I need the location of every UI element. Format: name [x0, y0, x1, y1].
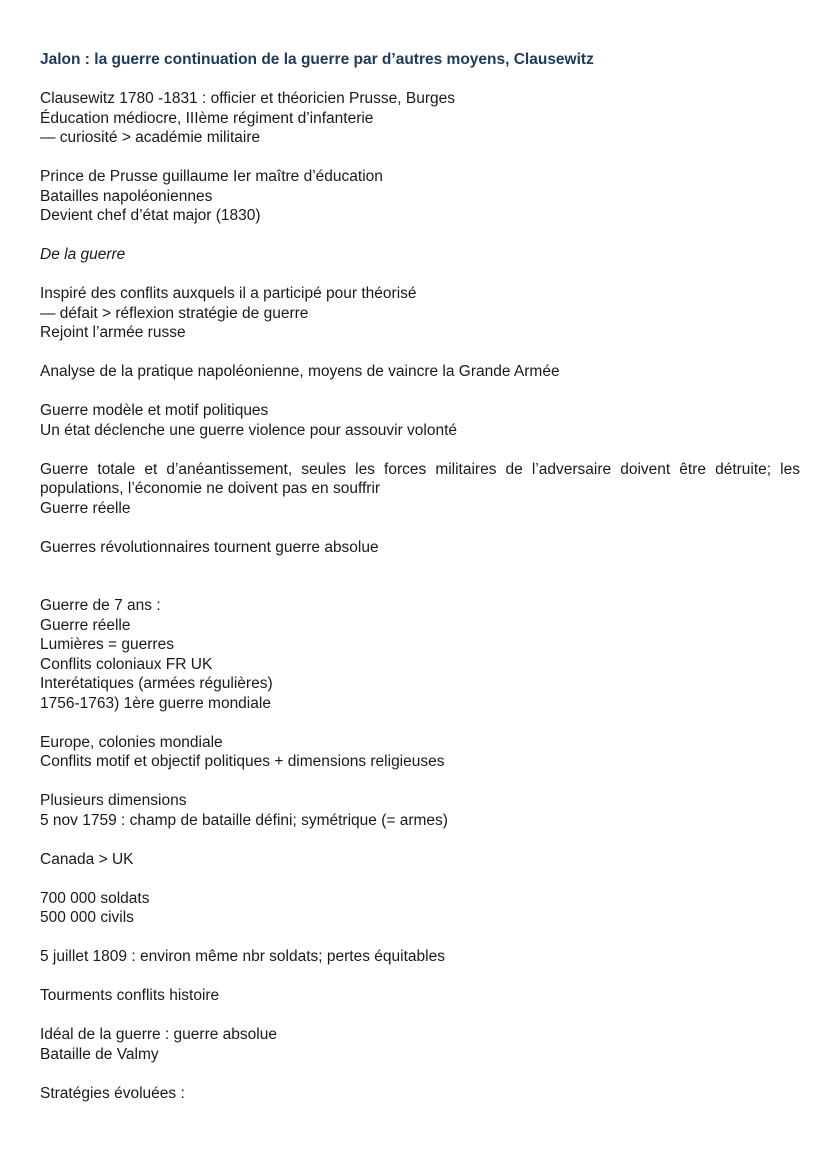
- text-line: Plusieurs dimensions: [40, 792, 187, 809]
- text-line: Guerre de 7 ans :: [40, 597, 161, 614]
- text-line: Stratégies évoluées :: [40, 1084, 185, 1102]
- text-line: Un état déclenche une guerre violence pour assouvir volonté: [40, 421, 458, 439]
- text-line: 1756-1763) 1ère guerre mondiale: [40, 694, 271, 712]
- block-1809: [40, 947, 800, 967]
- block-casualties: [40, 889, 800, 928]
- block-biography: [40, 89, 800, 148]
- block-book-title: [40, 245, 800, 265]
- text-line: Tourments conflits histoire: [40, 987, 220, 1004]
- text-line: Clausewitz 1780 -1831 : officier et théoricien Prusse, Burges: [40, 90, 455, 107]
- text-line: Conflits coloniaux FR UK: [40, 655, 213, 673]
- text-line: Batailles napoléoniennes: [40, 187, 213, 205]
- block-ideal-war: [40, 1025, 800, 1064]
- text-line: — défait > réflexion stratégie de guerre: [40, 304, 309, 322]
- text-line: Idéal de la guerre : guerre absolue: [40, 1026, 277, 1043]
- block-total-war: [40, 460, 805, 519]
- text-line: 5 nov 1759 : champ de bataille défini; symétrique (= armes): [40, 811, 448, 829]
- text-line: Guerres révolutionnaires tournent guerre absolue: [40, 538, 379, 556]
- text-line: Europe, colonies mondiale: [40, 733, 223, 751]
- text-line: Éducation médiocre, IIIème régiment d’infanterie: [40, 109, 374, 127]
- text-line: Rejoint l’armée russe: [40, 324, 186, 341]
- block-war-model: [40, 401, 800, 440]
- text-line: Inspiré des conflits auxquels il a participé pour théorisé: [40, 285, 417, 302]
- text-line: Analyse de la pratique napoléonienne, moyens de vaincre la Grande Armée: [40, 363, 560, 380]
- text-line: Prince de Prusse guillaume Ier maître d’éducation: [40, 168, 383, 185]
- block-torments: [40, 986, 800, 1006]
- block-canada: [40, 850, 800, 870]
- text-line: 500 000 civils: [40, 909, 134, 926]
- block-inspiration: [40, 284, 800, 343]
- text-line: 5 juillet 1809 : environ même nbr soldats; pertes équitables: [40, 948, 445, 965]
- text-line: Guerre modèle et motif politiques: [40, 402, 269, 419]
- text-line: Conflits motif et objectif politiques + dimensions religieuses: [40, 753, 445, 770]
- text-line: Interétatiques (armées régulières): [40, 675, 273, 692]
- block-dimensions: [40, 791, 800, 830]
- document-page: [40, 50, 805, 1123]
- text-line: Bataille de Valmy: [40, 1045, 159, 1063]
- document-title: Jalon : la guerre continuation de la guerre par d’autres moyens, Clausewitz: [40, 51, 594, 68]
- text-line: Canada > UK: [40, 850, 134, 868]
- text-line: Guerre réelle: [40, 616, 131, 634]
- block-revolutionary-wars: [40, 538, 800, 558]
- text-line: Guerre réelle: [40, 499, 131, 517]
- book-title: De la guerre: [40, 246, 126, 263]
- block-strategies: [40, 1084, 800, 1104]
- text-line: 700 000 soldats: [40, 889, 150, 907]
- text-line: Devient chef d’état major (1830): [40, 207, 261, 224]
- block-seven-years-war: [40, 596, 800, 713]
- text-line: — curiosité > académie militaire: [40, 129, 261, 146]
- block-europe: [40, 733, 800, 772]
- text-line: Lumières = guerres: [40, 636, 174, 653]
- text-paragraph: Guerre totale et d’anéantissement, seules les forces militaires de l’adversaire doivent être détruite; les populations, l’économie ne doivent pas en souffrir: [40, 460, 805, 497]
- block-analysis: [40, 362, 800, 382]
- block-career: [40, 167, 800, 226]
